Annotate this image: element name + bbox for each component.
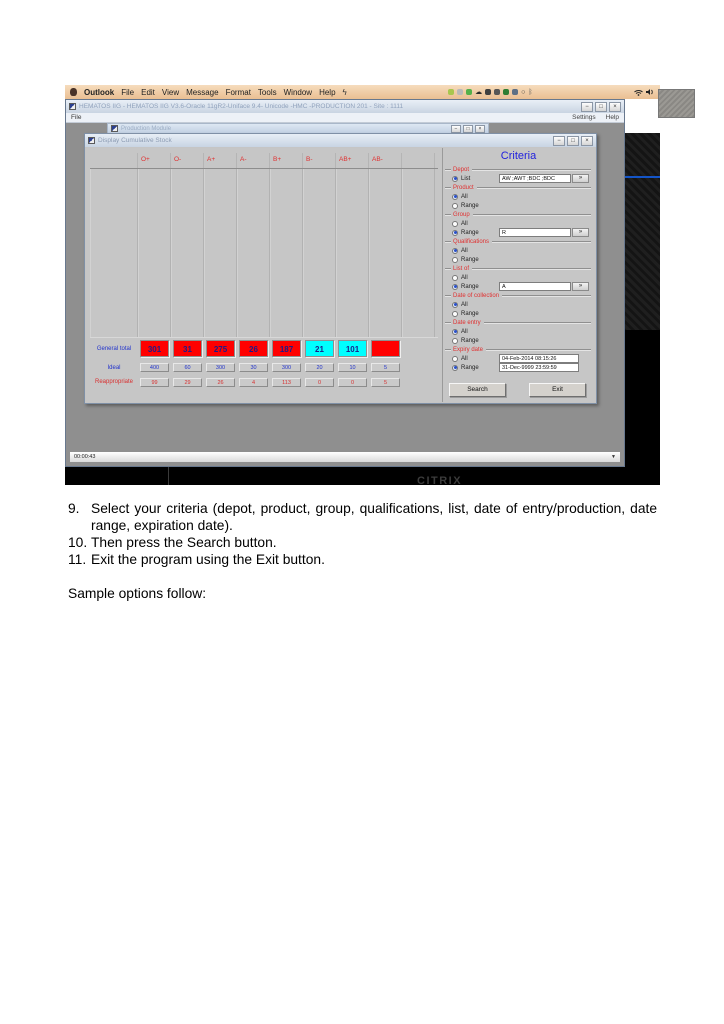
value-box: 400: [140, 363, 169, 372]
bell-icon[interactable]: [457, 89, 463, 95]
wifi-icon[interactable]: [634, 89, 643, 96]
session-timer: 00:00:43: [74, 454, 96, 460]
criteria-label: List of: [453, 265, 470, 272]
criteria-title: Criteria: [500, 150, 537, 162]
radio-group-all[interactable]: [452, 221, 458, 227]
divider-line: [477, 187, 591, 189]
maximize-button[interactable]: □: [595, 102, 607, 112]
mac-menus: [121, 88, 335, 97]
divider: [168, 467, 169, 485]
grid-column: [336, 169, 369, 337]
hematos-menu-bar: [66, 113, 624, 123]
search-button[interactable]: Search: [449, 383, 506, 397]
column-header-ab+: AB+: [336, 153, 369, 168]
value-box: 0: [305, 378, 334, 387]
menu-status-icons-right: [634, 88, 655, 96]
criteria-section-product: [443, 183, 594, 210]
value-box: 187: [272, 340, 301, 357]
instruction-list: [68, 500, 657, 568]
table-cell: [270, 378, 303, 387]
display-window-title-bar: [85, 134, 596, 147]
criteria-option-row: [443, 192, 594, 201]
criteria-option-row: [443, 201, 594, 210]
instruction-item-10: [68, 534, 657, 551]
instruction-number: 11.: [68, 552, 87, 567]
radio-dot: [454, 231, 457, 234]
value-box: 113: [272, 378, 301, 387]
grid-column: [369, 169, 402, 337]
radio-label: Range: [461, 337, 479, 344]
volume-icon[interactable]: [646, 88, 655, 96]
instruction-number: 9.: [68, 501, 80, 516]
radio-dot: [454, 330, 457, 333]
radio-qualifications-all[interactable]: [452, 248, 458, 254]
instruction-text: Exit the program using the Exit button.: [91, 552, 325, 567]
chevron-down-icon[interactable]: ▼: [611, 454, 616, 460]
criteria-option-row: [443, 336, 594, 345]
grid-column: [90, 169, 138, 337]
instruction-text: Select your criteria (depot, product, group, qualifications, list, date of entry/production, date range, expiration date).: [91, 501, 657, 533]
stock-table: [90, 150, 438, 391]
minimize-button[interactable]: −: [451, 125, 461, 133]
column-header-b+: B+: [270, 153, 303, 168]
desktop-black-area: [625, 330, 660, 485]
table-cell: [171, 378, 204, 387]
divider-line: [445, 187, 451, 189]
radio-dot: [454, 177, 457, 180]
value-box: 99: [140, 378, 169, 387]
criteria-section-header: [443, 264, 594, 273]
criteria-buttons: [449, 383, 586, 397]
value-box: 26: [239, 340, 268, 357]
mac-menu-window[interactable]: Window: [283, 87, 313, 97]
radio-dot: [454, 249, 457, 252]
table-cell: [369, 378, 402, 387]
column-header-o+: O+: [138, 153, 171, 168]
table-cell: [204, 340, 237, 357]
table-cell: [303, 340, 336, 357]
desktop-bottom-strip: [65, 467, 660, 485]
criteria-section-header: [443, 165, 594, 174]
value-box: 20: [305, 363, 334, 372]
maximize-button[interactable]: □: [567, 136, 579, 146]
criteria-section-header: [443, 237, 594, 246]
expand-button[interactable]: »: [572, 174, 589, 183]
close-button[interactable]: ×: [475, 125, 485, 133]
session-status-bar: [69, 451, 621, 463]
divider-line: [445, 295, 451, 297]
input-source-icon[interactable]: [512, 89, 518, 95]
row-label: General total: [96, 345, 132, 352]
criteria-option-row: [443, 273, 594, 282]
radio-list-of-range[interactable]: [452, 284, 458, 290]
value-box: 31: [173, 340, 202, 357]
mac-menu-bar: [65, 85, 660, 99]
outlook-notification-icon[interactable]: [448, 89, 454, 95]
criteria-section-group: [443, 210, 594, 237]
display-cumulative-stock-window: [84, 133, 597, 404]
mac-menu-view[interactable]: View: [161, 87, 180, 97]
close-button[interactable]: ×: [609, 102, 621, 112]
radio-label: Range: [461, 202, 479, 209]
table-cell: [204, 378, 237, 387]
table-cell: [204, 363, 237, 372]
production-window-icon: [111, 125, 118, 132]
criteria-section-qualifications: [443, 237, 594, 264]
table-cell: [336, 340, 369, 357]
radio-dot: [454, 285, 457, 288]
display-window-icon: [88, 137, 95, 144]
criteria-section-date-of-collection: [443, 291, 594, 318]
value-box: 101: [338, 340, 367, 357]
divider-line: [486, 349, 591, 351]
grid-column: [171, 169, 204, 337]
divider-line: [473, 214, 591, 216]
criteria-label: Group: [453, 211, 470, 218]
menu-settings[interactable]: Settings: [572, 114, 596, 121]
criteria-option-row: [443, 246, 594, 255]
divider-line: [502, 295, 591, 297]
bluetooth-icon[interactable]: ᛒ: [528, 88, 533, 96]
hematos-title-bar: [66, 100, 624, 113]
table-cell: [138, 340, 171, 357]
criteria-section-header: [443, 291, 594, 300]
mac-menu-edit[interactable]: Edit: [141, 87, 155, 97]
hematos-window-icon: [69, 103, 76, 110]
expand-button[interactable]: »: [572, 282, 589, 291]
table-cell: [138, 378, 171, 387]
divider-line: [445, 169, 451, 171]
radio-label: All: [461, 274, 468, 281]
radio-expiry-date-all[interactable]: [452, 356, 458, 362]
menu-help[interactable]: Help: [605, 114, 619, 121]
messenger-icon[interactable]: [466, 89, 472, 95]
mac-menu-help[interactable]: Help: [319, 87, 336, 97]
radio-date-of-collection-all[interactable]: [452, 302, 458, 308]
value-box: 60: [173, 363, 202, 372]
radio-label: All: [461, 193, 468, 200]
divider-line: [484, 322, 591, 324]
divider-line: [445, 241, 451, 243]
value-box: 26: [206, 378, 235, 387]
column-header-blank: [402, 153, 435, 168]
radio-depot-list[interactable]: [452, 176, 458, 182]
radio-product-range[interactable]: [452, 203, 458, 209]
lightning-icon[interactable]: ϟ: [342, 87, 347, 97]
criteria-panel: [442, 148, 594, 402]
table-cell: [303, 363, 336, 372]
grid-column: [402, 169, 435, 337]
value-box: 5: [371, 363, 400, 372]
value-box: [371, 340, 400, 357]
criteria-field[interactable]: R: [499, 228, 571, 237]
grid-column: [237, 169, 270, 337]
criteria-option-row: [443, 300, 594, 309]
table-cell: [303, 378, 336, 387]
criteria-section-header: [443, 345, 594, 354]
criteria-field[interactable]: 04-Feb-2014 08:15:26: [499, 354, 579, 363]
mac-menu-tools[interactable]: Tools: [257, 87, 277, 97]
instruction-number: 10.: [68, 535, 88, 550]
table-cell: [171, 340, 204, 357]
table-row-reappropriate: [90, 375, 435, 389]
criteria-label: Qualifications: [453, 238, 490, 245]
menu-status-icons: [448, 89, 532, 96]
table-cell: [237, 340, 270, 357]
production-window-title: Production Module: [121, 125, 172, 132]
table-cell: [369, 363, 402, 372]
value-box: 0: [338, 378, 367, 387]
table-cell: [336, 363, 369, 372]
table-cell: [138, 363, 171, 372]
value-box: 300: [206, 363, 235, 372]
hematos-window-controls: [581, 102, 621, 112]
cloud-icon[interactable]: ☁: [475, 88, 483, 96]
criteria-section-date-entry: [443, 318, 594, 345]
radio-qualifications-range[interactable]: [452, 257, 458, 263]
mac-app-name[interactable]: Outlook: [84, 87, 115, 97]
exit-button[interactable]: Exit: [529, 383, 586, 397]
value-box: 30: [239, 363, 268, 372]
radio-label: Range: [461, 283, 479, 290]
sync-icon[interactable]: [494, 89, 500, 95]
display-window-title: Display Cumulative Stock: [98, 137, 172, 144]
table-row-general-total: [90, 338, 435, 359]
criteria-section-depot: [443, 165, 594, 183]
criteria-label: Product: [453, 184, 474, 191]
radio-dot: [454, 366, 457, 369]
criteria-option-row: [443, 327, 594, 336]
display-window-body: [86, 148, 595, 402]
radio-label: List: [461, 175, 471, 182]
table-cell: [369, 340, 402, 357]
criteria-option-row: [443, 174, 594, 183]
radio-label: Range: [461, 229, 479, 236]
divider-line: [472, 169, 591, 171]
stock-table-grid: [90, 168, 438, 338]
maximize-button[interactable]: □: [463, 125, 473, 133]
instruction-item-11: [68, 551, 657, 568]
criteria-label: Depot: [453, 166, 470, 173]
desktop-wallpaper-corner: [658, 89, 695, 118]
radio-dot: [454, 303, 457, 306]
table-cell: [270, 363, 303, 372]
column-header-b-: B-: [303, 153, 336, 168]
table-cell: [237, 363, 270, 372]
table-corner-cell: [90, 153, 138, 168]
instruction-item-9: [68, 500, 657, 534]
value-box: 301: [140, 340, 169, 357]
divider-line: [445, 268, 451, 270]
criteria-section-header: [443, 183, 594, 192]
criteria-section-list-of: [443, 264, 594, 291]
radio-label: All: [461, 355, 468, 362]
table-cell: [336, 378, 369, 387]
network-globe-icon[interactable]: [503, 89, 509, 95]
radio-product-all[interactable]: [452, 194, 458, 200]
criteria-section-expiry-date: [443, 345, 594, 372]
criteria-option-row: [443, 363, 594, 372]
radio-label: Range: [461, 364, 479, 371]
close-button[interactable]: ×: [581, 136, 593, 146]
radio-group-range[interactable]: [452, 230, 458, 236]
expand-button[interactable]: »: [572, 228, 589, 237]
divider-line: [492, 241, 591, 243]
mac-menu-format[interactable]: Format: [225, 87, 251, 97]
criteria-option-row: [443, 354, 594, 363]
radio-date-entry-all[interactable]: [452, 329, 458, 335]
criteria-field[interactable]: AW ;AWT ;BDC ;BDC: [499, 174, 571, 183]
closing-line: Sample options follow:: [68, 586, 207, 601]
mac-menu-message[interactable]: Message: [186, 87, 219, 97]
divider-line: [445, 349, 451, 351]
column-header-a+: A+: [204, 153, 237, 168]
divider-line: [445, 322, 451, 324]
criteria-option-row: [443, 309, 594, 318]
value-box: 29: [173, 378, 202, 387]
criteria-option-row: [443, 228, 594, 237]
divider-line: [472, 268, 591, 270]
column-header-o-: O-: [171, 153, 204, 168]
menu-file[interactable]: File: [71, 114, 82, 121]
criteria-label: Expiry date: [453, 346, 484, 353]
mac-menu-file[interactable]: File: [121, 87, 135, 97]
grid-column: [303, 169, 336, 337]
table-cell: [237, 378, 270, 387]
grid-column: [138, 169, 171, 337]
criteria-field[interactable]: A: [499, 282, 571, 291]
value-box: 10: [338, 363, 367, 372]
hematos-workspace: [67, 123, 623, 465]
radio-label: All: [461, 301, 468, 308]
criteria-field[interactable]: 31-Dec-9999 23:59:59: [499, 363, 579, 372]
time-machine-icon[interactable]: [485, 89, 491, 95]
hematos-window-title: HEMATOS IIG - HEMATOS IIG V3.6-Oracle 11gR2-Uniface 9.4- Unicode -HMC -PRODUCTION 201 - Site : 1111: [79, 103, 404, 110]
criteria-label: Date of collection: [453, 292, 500, 299]
citrix-watermark: CITRIX: [417, 475, 463, 485]
criteria-section-header: [443, 210, 594, 219]
value-box: 4: [239, 378, 268, 387]
table-row-ideal: [90, 361, 435, 374]
value-box: 275: [206, 340, 235, 357]
radio-expiry-date-range[interactable]: [452, 365, 458, 371]
grid-column: [270, 169, 303, 337]
radio-label: Range: [461, 310, 479, 317]
divider-line: [445, 214, 451, 216]
embedded-screenshot: [65, 85, 660, 485]
value-box: 21: [305, 340, 334, 357]
hematos-window: [65, 99, 625, 467]
row-label: Ideal: [107, 364, 121, 371]
radio-date-of-collection-range[interactable]: [452, 311, 458, 317]
table-cell: [171, 363, 204, 372]
stock-table-header: [90, 153, 435, 168]
table-cell: [270, 340, 303, 357]
radio-dot: [454, 195, 457, 198]
radio-label: All: [461, 247, 468, 254]
row-label: Reappropriate: [94, 379, 134, 385]
radio-label: All: [461, 328, 468, 335]
grid-column: [204, 169, 237, 337]
desktop-background: [625, 133, 660, 485]
criteria-option-row: [443, 282, 594, 291]
minimize-button[interactable]: −: [553, 136, 565, 146]
criteria-section-header: [443, 318, 594, 327]
value-box: 300: [272, 363, 301, 372]
column-header-a-: A-: [237, 153, 270, 168]
clock-icon[interactable]: ○: [521, 88, 526, 96]
criteria-label: Date entry: [453, 319, 481, 326]
radio-label: Range: [461, 256, 479, 263]
criteria-option-row: [443, 219, 594, 228]
minimize-button[interactable]: −: [581, 102, 593, 112]
instruction-text: Then press the Search button.: [91, 535, 277, 550]
radio-list-of-all[interactable]: [452, 275, 458, 281]
criteria-option-row: [443, 255, 594, 264]
value-box: 5: [371, 378, 400, 387]
radio-label: All: [461, 220, 468, 227]
apple-icon[interactable]: [70, 88, 77, 96]
column-header-ab-: AB-: [369, 153, 402, 168]
desktop-blue-line: [625, 176, 660, 178]
radio-date-entry-range[interactable]: [452, 338, 458, 344]
